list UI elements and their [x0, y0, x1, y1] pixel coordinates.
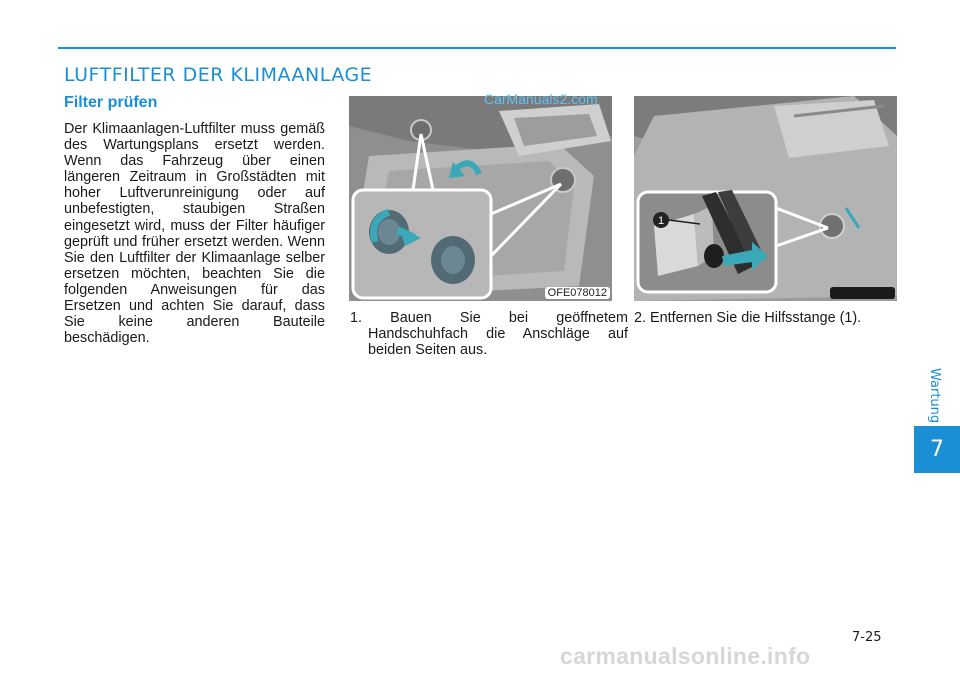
- watermark-top: CarManuals2.com: [484, 91, 598, 107]
- figure-code: OFE078013: [830, 287, 895, 299]
- helper-rod-illustration: [634, 96, 897, 301]
- figure-code: OFE078012: [545, 287, 610, 299]
- chapter-tab: 7: [914, 426, 960, 473]
- top-divider: [58, 47, 896, 49]
- step-1: 1. Bauen Sie bei geöffnetem Handschuhfach die Anschläge auf beiden Seiten aus.: [350, 310, 628, 359]
- watermark-footer: carmanualsonline.info: [560, 643, 811, 669]
- section-title: LUFTFILTER DER KLIMAANLAGE: [64, 64, 373, 86]
- figure-glovebox-stoppers: [349, 96, 612, 301]
- figure-helper-rod: [634, 96, 897, 301]
- chapter-label: Wartung: [927, 368, 942, 424]
- glovebox-stoppers-illustration: [349, 96, 612, 301]
- intro-paragraph: Der Klimaanlagen-Luftfilter muss gemäß des Wartungsplans ersetzt werden. Wenn das Fahrzeug über einen längeren Zeitraum in Großstädten mit hoher Luftverunreinigung oder auf unbefestigten, staubigen Straßen eingesetzt wird, muss der Filter häufiger geprüft und früher ersetzt werden. Wenn Sie den Luftfilter der Klimaanlage selber ersetzen möchten, beachten Sie die folgenden Anweisungen für das Ersetzen und achten Sie darauf, dass Sie keine anderen Bauteile beschädigen.: [64, 121, 325, 347]
- step-2: 2. Entfernen Sie die Hilfsstange (1).: [634, 310, 862, 326]
- sub-heading: Filter prüfen: [64, 94, 158, 111]
- callout-number: 1: [657, 215, 665, 227]
- page-number: 7-25: [852, 630, 882, 645]
